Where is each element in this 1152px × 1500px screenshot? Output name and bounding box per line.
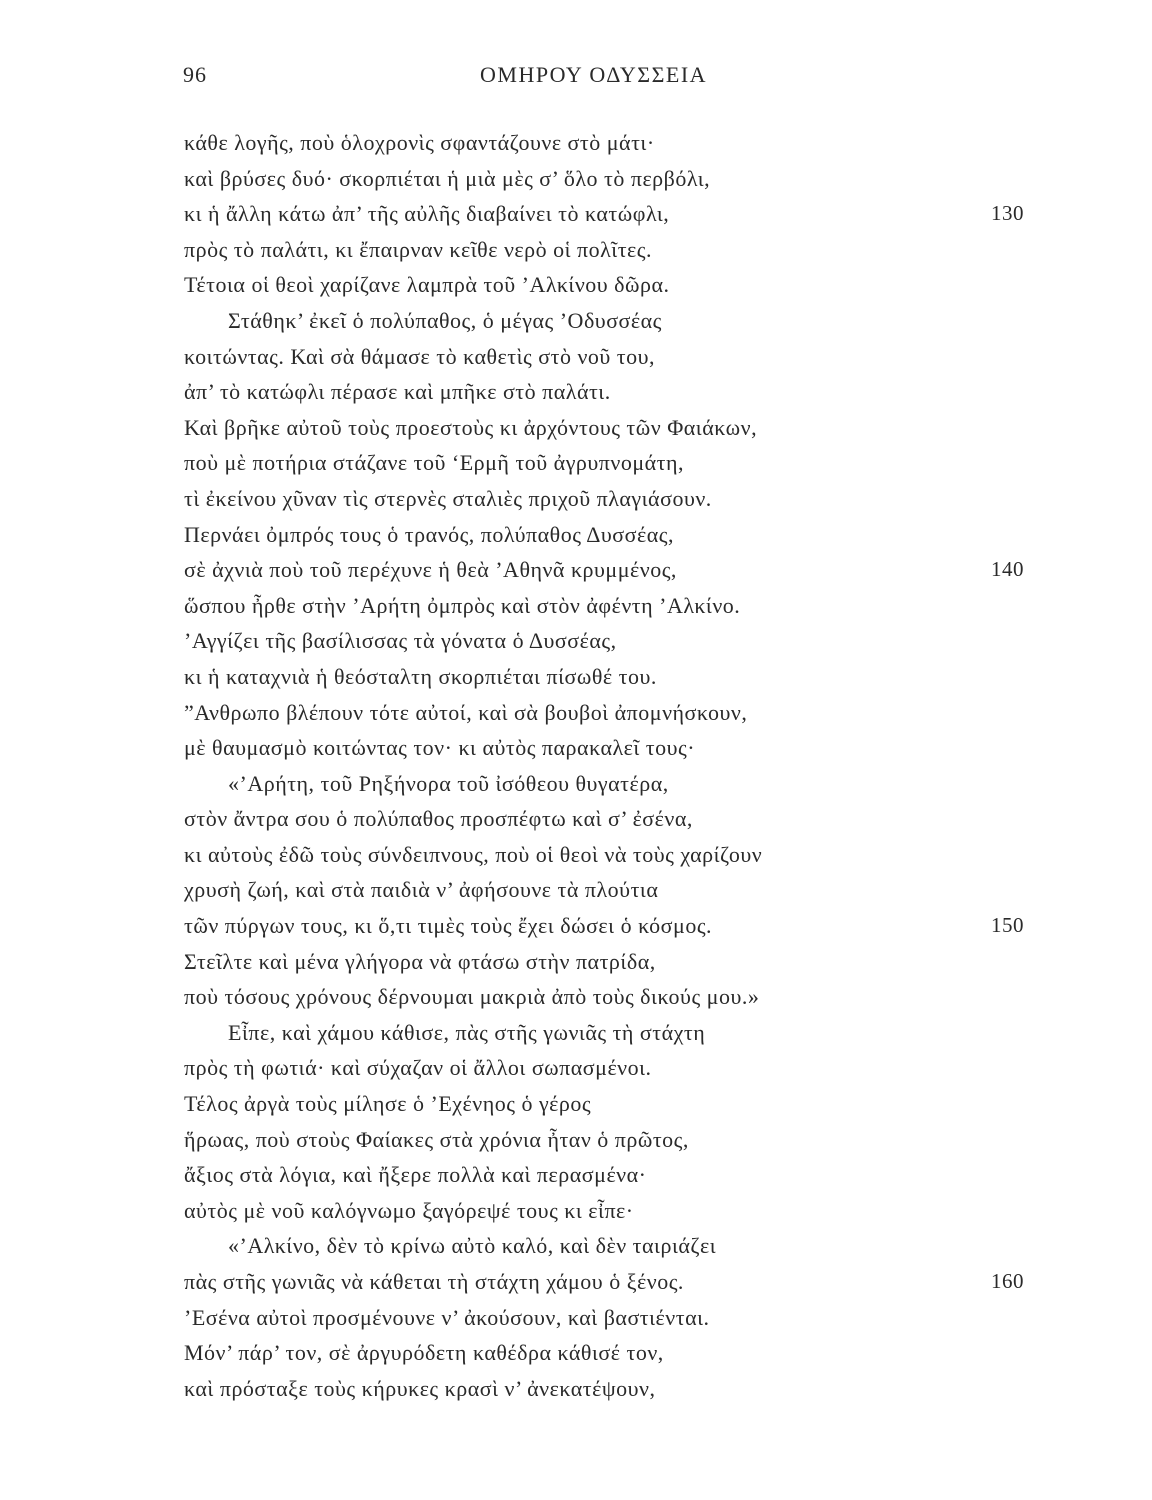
verse-text: ἀπ’ τὸ κατώφλι πέρασε καὶ μπῆκε στὸ παλάτι. [184,379,611,405]
line-number: 160 [991,1269,1024,1293]
running-header [0,62,1152,94]
verse-text: «’Αρήτη, τοῦ Ρηξήνορα τοῦ ἰσόθεου θυγατέρα, [228,770,669,796]
verse-line [184,979,1024,1015]
verse-text: πρὸς τὸ παλάτι, κι ἔπαιρναν κεῖθε νερὸ οἱ πολῖτες. [184,236,653,262]
verse-line [184,1300,1024,1336]
verse-line [184,801,1024,837]
verse-line [184,730,1024,766]
verse-line [184,196,1024,232]
verse-line [184,1228,1024,1264]
verse-text: πὰς στῆς γωνιᾶς νὰ κάθεται τὴ στάχτη χάμου ὁ ξένος. [184,1269,684,1294]
verse-text: τὶ ἐκείνου χῦναν τὶς στερνὲς σταλιὲς πριχοῦ πλαγιάσουν. [184,485,712,511]
verse-line [184,1335,1024,1371]
verse-text: ὥσπου ἦρθε στὴν ’Αρήτη ὀμπρὸς καὶ στὸν ἀφέντη ’Αλκίνο. [184,592,741,618]
verse-text: πρὸς τὴ φωτιά· καὶ σύχαζαν οἱ ἄλλοι σωπασμένοι. [184,1055,652,1081]
verse-text: Μόν’ πάρ’ τον, σὲ ἀργυρόδετη καθέδρα κάθισέ τον, [184,1340,664,1366]
verse-line [184,837,1024,873]
verse-line [184,481,1024,517]
verse-line [184,695,1024,731]
line-number: 150 [991,913,1024,938]
verse-text: χρυσὴ ζωή, καὶ στὰ παιδιὰ ν’ ἀφήσουνε τὰ πλούτια [184,877,659,903]
poem-text [184,125,1024,1406]
verse-text: Περνάει ὀμπρός τους ὁ τρανός, πολύπαθος Δυσσέας, [184,521,674,547]
verse-line [184,659,1024,695]
verse-line [184,1264,1024,1300]
verse-line [184,339,1024,375]
line-number: 130 [991,201,1024,226]
verse-line [184,161,1024,197]
verse-line [184,517,1024,553]
verse-text: «’Αλκίνο, δὲν τὸ κρίνω αὐτὸ καλό, καὶ δὲν ταιριάζει [228,1233,717,1259]
verse-line [184,1122,1024,1158]
verse-text: καὶ βρύσες δυό· σκορπιέται ἡ μιὰ μὲς σ’ ὅλο τὸ περβόλι, [184,165,711,191]
verse-text: Εἶπε, καὶ χάμου κάθισε, πὰς στῆς γωνιᾶς τὴ στάχτη [228,1019,706,1045]
verse-text: ’Εσένα αὐτοὶ προσμένουνε ν’ ἀκούσουν, καὶ βαστιένται. [184,1304,710,1330]
verse-text: Τέτοια οἱ θεοὶ χαρίζανε λαμπρὰ τοῦ ’Αλκίνου δῶρα. [184,272,670,298]
verse-line [184,588,1024,624]
verse-text: Τέλος ἀργὰ τοὺς μίλησε ὁ ’Εχένηος ὁ γέρος [184,1091,592,1117]
verse-text: ἄξιος στὰ λόγια, καὶ ἤξερε πολλὰ καὶ περασμένα· [184,1162,647,1188]
verse-line [184,267,1024,303]
verse-text: ποὺ μὲ ποτήρια στάζανε τοῦ ‘Ερμῆ τοῦ ἀγρυπνομάτη, [184,450,685,476]
verse-line [184,1015,1024,1051]
verse-line [184,1193,1024,1229]
verse-text: κι ἡ ἄλλη κάτω ἀπ’ τῆς αὐλῆς διαβαίνει τὸ κατώφλι, [184,201,670,227]
verse-line [184,1157,1024,1193]
verse-text: κοιτώντας. Καὶ σὰ θάμασε τὸ καθετὶς στὸ νοῦ του, [184,343,656,369]
verse-text: κι ἡ καταχνιὰ ἡ θεόσταλτη σκορπιέται πίσωθέ του. [184,663,657,689]
page-number: 96 [183,62,207,87]
verse-line [184,303,1024,339]
verse-line [184,1371,1024,1407]
line-number: 140 [991,557,1024,582]
running-title: ΟΜΗΡΟΥ ΟΔΥΣΣΕΙΑ [480,62,708,87]
verse-text: σὲ ἀχνιὰ ποὺ τοῦ περέχυνε ἡ θεὰ ’Αθηνᾶ κρυμμένος, [184,557,677,583]
verse-text: ’Αγγίζει τῆς βασίλισσας τὰ γόνατα ὁ Δυσσέας, [184,628,617,654]
verse-line [184,232,1024,268]
verse-line [184,944,1024,980]
verse-text: Στεῖλτε καὶ μένα γλήγορα νὰ φτάσω στὴν πατρίδα, [184,948,656,974]
verse-text: ἥρωας, ποὺ στοὺς Φαίακες στὰ χρόνια ἦταν ὁ πρῶτος, [184,1126,689,1152]
verse-line [184,410,1024,446]
verse-text: Στάθηκ’ ἐκεῖ ὁ πολύπαθος, ὁ μέγας ’Οδυσσέας [228,307,662,333]
verse-text: ποὺ τόσους χρόνους δέρνουμαι μακριὰ ἀπὸ τοὺς δικούς μου.» [184,984,760,1010]
verse-text: αὐτὸς μὲ νοῦ καλόγνωμο ξαγόρεψέ τους κι εἶπε· [184,1197,634,1223]
verse-line [184,1050,1024,1086]
verse-text: καὶ πρόσταξε τοὺς κήρυκες κρασὶ ν’ ἀνεκατέψουν, [184,1375,656,1401]
verse-text: κι αὐτοὺς ἐδῶ τοὺς σύνδειπνους, ποὺ οἱ θεοὶ νὰ τοὺς χαρίζουν [184,841,763,867]
verse-text: ”Ανθρωπο βλέπουν τότε αὐτοί, καὶ σὰ βουβοὶ ἀπομνήσκουν, [184,699,748,725]
verse-text: κάθε λογῆς, ποὺ ὁλοχρονὶς σφαντάζουνε στὸ μάτι· [184,130,655,155]
verse-line [184,445,1024,481]
verse-text: στὸν ἄντρα σου ὁ πολύπαθος προσπέφτω καὶ σ’ ἐσένα, [184,806,693,832]
verse-line [184,1086,1024,1122]
verse-text: Καὶ βρῆκε αὐτοῦ τοὺς προεστοὺς κι ἀρχόντους τῶν Φαιάκων, [184,414,758,440]
verse-line [184,766,1024,802]
verse-line [184,908,1024,944]
verse-line [184,872,1024,908]
verse-line [184,623,1024,659]
verse-line [184,125,1024,161]
verse-text: μὲ θαυμασμὸ κοιτώντας τον· κι αὐτὸς παρακαλεῖ τους· [184,735,696,761]
verse-line [184,552,1024,588]
verse-line [184,374,1024,410]
verse-text: τῶν πύργων τους, κι ὅ,τι τιμὲς τοὺς ἔχει δώσει ὁ κόσμος. [184,913,713,939]
